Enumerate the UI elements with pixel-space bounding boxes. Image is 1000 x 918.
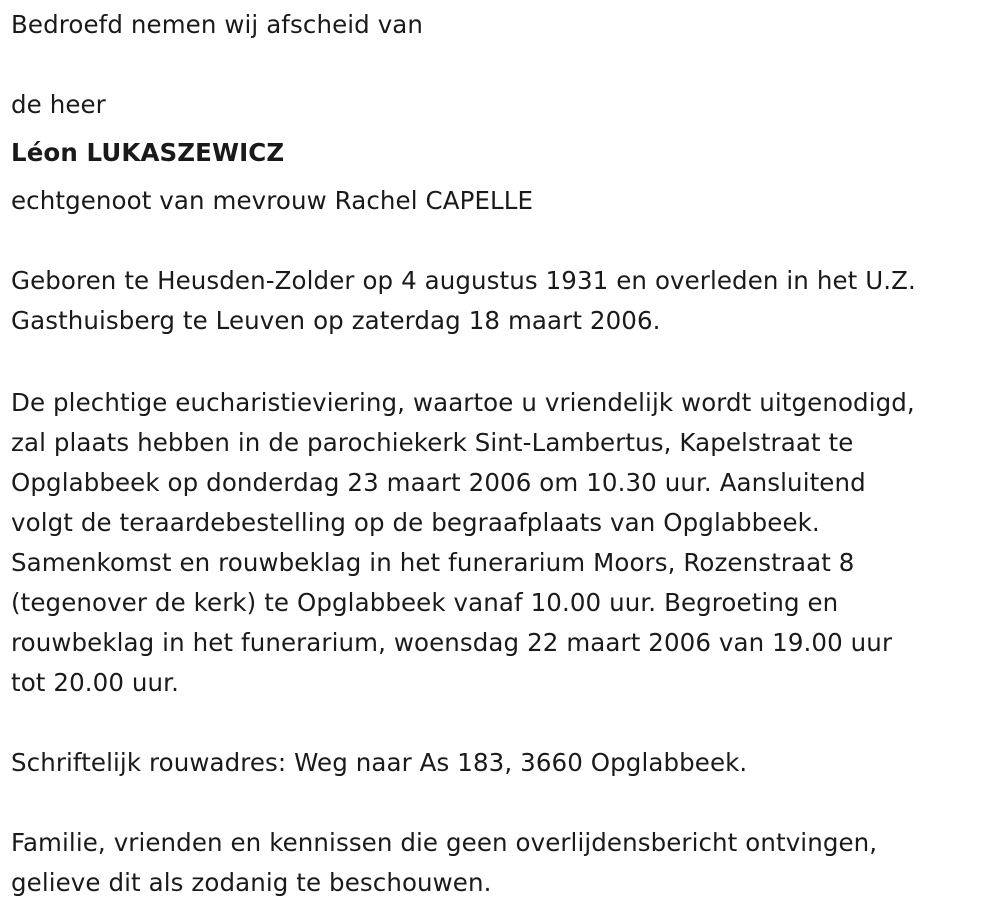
ceremony-paragraph bbox=[11, 383, 1000, 703]
paragraph-line: rouwbeklag in het funerarium, woensdag 22 maart 2006 van 19.00 uur bbox=[11, 628, 893, 657]
relation-text: echtgenoot van mevrouw Rachel CAPELLE bbox=[11, 186, 534, 215]
address-paragraph bbox=[11, 743, 1000, 783]
closing-paragraph bbox=[11, 823, 1000, 903]
paragraph-line: zal plaats hebben in de parochiekerk Sint-Lambertus, Kapelstraat te bbox=[11, 428, 854, 457]
paragraph-line: gelieve dit als zodanig te beschouwen. bbox=[11, 868, 492, 897]
deceased-block bbox=[11, 85, 1000, 221]
deceased-name: Léon LUKASZEWICZ bbox=[11, 138, 285, 167]
intro-text: Bedroefd nemen wij afscheid van bbox=[11, 10, 424, 39]
paragraph-line: (tegenover de kerk) te Opglabbeek vanaf 10.00 uur. Begroeting en bbox=[11, 588, 839, 617]
paragraph-line: Familie, vrienden en kennissen die geen overlijdensbericht ontvingen, bbox=[11, 828, 878, 857]
birth-death-paragraph bbox=[11, 261, 1000, 341]
salutation-text: de heer bbox=[11, 90, 106, 119]
paragraph-line: Geboren te Heusden-Zolder op 4 augustus 1931 en overleden in het U.Z. bbox=[11, 266, 916, 295]
paragraph-line: Gasthuisberg te Leuven op zaterdag 18 maart 2006. bbox=[11, 306, 661, 335]
paragraph-line: tot 20.00 uur. bbox=[11, 668, 179, 697]
paragraph-line: De plechtige eucharistieviering, waartoe u vriendelijk wordt uitgenodigd, bbox=[11, 388, 915, 417]
paragraph-line: Opglabbeek op donderdag 23 maart 2006 om 10.30 uur. Aansluitend bbox=[11, 468, 866, 497]
intro-block bbox=[11, 5, 1000, 45]
address-text: Schriftelijk rouwadres: Weg naar As 183, 3660 Opglabbeek. bbox=[11, 748, 748, 777]
paragraph-line: Samenkomst en rouwbeklag in het funerarium Moors, Rozenstraat 8 bbox=[11, 548, 855, 577]
paragraph-line: volgt de teraardebestelling op de begraafplaats van Opglabbeek. bbox=[11, 508, 820, 537]
